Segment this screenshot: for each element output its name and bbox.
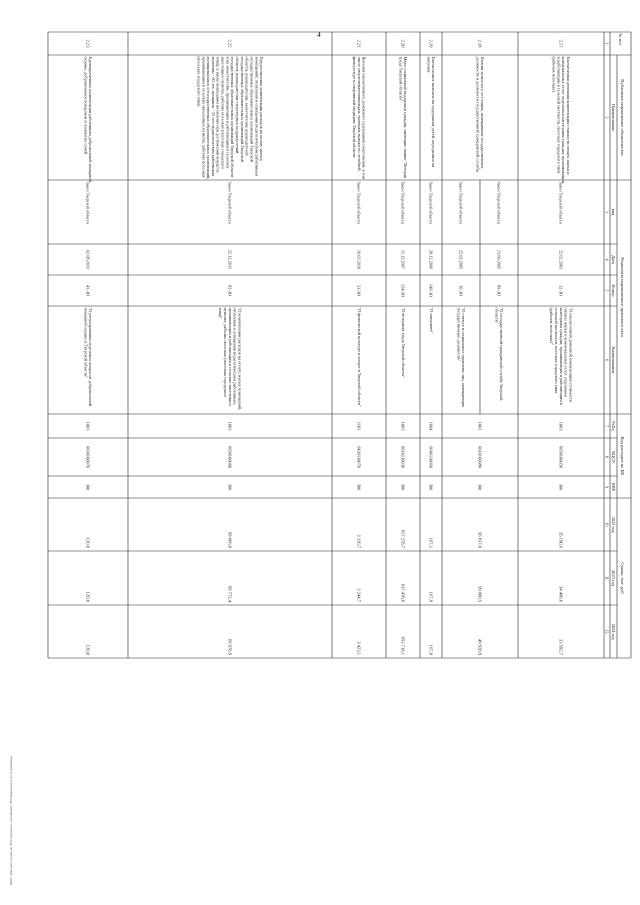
row-kcsr: 6420110070 [356, 446, 362, 468]
row-number: 2.19 [428, 39, 434, 48]
act-type: Закон Тверской области [85, 181, 91, 224]
row-rzpr: 1001 [477, 421, 483, 431]
row-rzpr: 1003 [558, 421, 564, 431]
act-date: 10.03.2010 [356, 249, 362, 270]
act-type: Закон Тверской области [558, 181, 564, 224]
header-npa-date: Дата [611, 255, 616, 264]
row-kcsr: 6610100080 [477, 446, 483, 468]
table-grid [48, 32, 631, 658]
act-date: 11.12.2007 [400, 249, 406, 270]
act-name: "О статусе и социальных гарантиях лиц, замещающихгосударственные должности" [456, 307, 467, 408]
row-kvr: 300 [428, 483, 434, 491]
header-index-4: 4 [604, 258, 610, 261]
act-date: 25.02.2005 [458, 249, 464, 270]
row-sum-2023: 637 478,0 [400, 583, 406, 602]
header-bk-rzpr: РзПр [611, 421, 616, 431]
row-rzpr: 1003 [227, 421, 233, 431]
act-date: 22.02.2005 [558, 249, 564, 270]
act-number: 12-ЗО [558, 285, 564, 296]
footer-note: Файл: Документ подписан ЭП (сведения о сертификате ЭП приведены в листе проверки) [9, 756, 13, 885]
header-index-6: 6 [604, 359, 610, 361]
row-sum-2022: 3 316,7 [356, 534, 362, 548]
row-sum-2024: 49 928,9 [477, 638, 483, 655]
row-sum-2022: 167,1 [428, 537, 434, 548]
row-rzpr: 1103 [356, 421, 362, 431]
row-sum-2024: 3 423,1 [356, 641, 362, 655]
header-sum-group: Сумма, тыс. руб [620, 562, 625, 594]
row-pno-name: Ежемесячная денежная компенсация стоимости оплаты жилья икоммунальных услуг отдельным категориям граждан, проживающими работающим в сельской местности, поселках городского типа(рабочих поселках) [551, 56, 571, 184]
row-sum-2024: 33 592,7 [558, 638, 564, 655]
act-date: 02.08.2011 [85, 249, 91, 270]
row-kcsr: 6640110060 [428, 446, 434, 468]
header-npa-type: вид [611, 208, 616, 216]
row-kvr: 300 [477, 483, 483, 491]
act-date: 21.06.2005 [496, 249, 502, 270]
row-number: 2.23 [85, 39, 91, 48]
act-type: Закон Тверской области [496, 181, 502, 224]
act-name: "О патронате" [428, 307, 434, 334]
header-2024: 2024 год [611, 623, 616, 640]
rotated-table [48, 32, 631, 658]
header-index-11: 11 [604, 576, 610, 580]
header-2023: 2023 год [611, 570, 616, 586]
act-name: "О физической культуре и спорте в Тверской области" [356, 307, 362, 407]
row-sum-2024: 120,0 [85, 644, 91, 655]
header-index-3: 3 [604, 211, 610, 213]
row-rzpr: 1003 [400, 421, 406, 431]
header-bk-kvr: КВР [611, 482, 616, 492]
row-pno-name: Выплата ежемесячного денежного содержания спортсменам, в томчисле спортсменам-инвалидам, тренерам, врачам по лечебнойфизкультуре и спортивной медицине Тверской области [351, 56, 367, 180]
act-type: Закон Тверской области [458, 181, 464, 224]
row-sum-2022: 120,0 [85, 537, 91, 548]
row-kvr: 300 [227, 483, 233, 491]
act-number: 149-ЗО [428, 283, 434, 298]
header-index-1: 1 [604, 42, 610, 45]
act-date: 22.12.2011 [227, 249, 233, 270]
row-kcsr: 6610210030 [400, 446, 406, 468]
row-kvr: 300 [400, 483, 406, 491]
act-date: 28.12.2006 [428, 249, 434, 270]
row-pno-name: Предоставление компенсации расходов на оплату жилыхпомещений, отопления и освещения педагогическим работникамгосударственных образовательных организаций Тверскойобласти, руководителям, заместителям руководителейгосударственных образовательных организаций Тверскойобласти, руководителям структурных подразделенийгосударственных образовательных организаций Тверской областии их заместителям, проживающим и работающим в сельскихнаселенных пунктах, рабочих поселках (поселках городскоготипа), а также вышедшим на пенсию при достижении возраста:мужчины - 60 лет, женщины - 55 лет педагогическим работникаммуниципальных и государственных образовательных организаций,проживающим в сельских населенных пунктах, рабочих поселках(поселках городского типа) [196, 56, 265, 180]
row-sum-2022: 56 817,8 [477, 531, 483, 548]
row-number: 2.18 [477, 39, 483, 48]
row-sum-2023: 120,0 [85, 591, 91, 602]
act-number: 21-ЗО [356, 285, 362, 296]
row-sum-2023: 34 460,0 [558, 585, 564, 602]
header-index-10: 10 [604, 522, 610, 527]
header-index-9: 9 [604, 486, 610, 488]
header-npa-group: Реквизиты нормативного правового акта [620, 257, 625, 337]
row-sum-2023: 3 244,7 [356, 588, 362, 602]
row-rzpr: 1003 [85, 421, 91, 431]
header-index-8: 8 [604, 456, 610, 458]
row-sum-2023: 167,9 [428, 591, 434, 602]
row-kvr: 300 [356, 483, 362, 491]
act-number: 154-ЗО [400, 283, 406, 298]
page-number: 4 [317, 31, 321, 39]
row-pno-name: Ежемесячные выплаты на содержание детей, переданных напатронат [426, 56, 437, 168]
table-cells [82, 34, 625, 656]
row-kcsr: 6630100050 [558, 446, 564, 468]
row-rzpr: 1004 [428, 421, 434, 431]
row-sum-2022: 69 866,0 [227, 531, 233, 548]
header-pno-name: Наименование [611, 103, 616, 132]
act-name: "О ветеранах труда Тверской области" [400, 307, 406, 378]
header-npa-number: Номер [611, 284, 616, 297]
row-sum-2024: 653 718,1 [400, 636, 406, 655]
row-pno-name: Меры социальной поддержки граждан, имеющих звание "Ветерантруда Тверской области" [398, 56, 409, 179]
act-name: "О регулировании отдельных вопросов добровольнойпожарной охраны в Тверской области" [83, 307, 94, 407]
row-number: 2.20 [400, 39, 406, 48]
row-kvr: 300 [558, 483, 564, 491]
row-sum-2023: 69 772,4 [227, 585, 233, 602]
act-type: Закон Тверской области [428, 181, 434, 224]
header-pno-group: Публичное нормативное обязательство [620, 79, 625, 156]
row-number: 2.17 [558, 39, 564, 48]
row-pno-name: Пенсии за выслугу лет лицам, замещавшим государственныедолжности и должности государственной гражданской службы [475, 56, 486, 173]
header-npa-name: Наименование [611, 346, 616, 374]
act-number: 43-ЗО [85, 285, 91, 296]
act-type: Закон Тверской области [227, 181, 233, 224]
header-index-2: 2 [604, 116, 610, 119]
row-number: 2.21 [356, 39, 362, 48]
act-name: "О государственной гражданской службе Тверскойобласти" [494, 307, 505, 401]
row-sum-2023: 59 080,5 [477, 585, 483, 602]
act-number: 89-ЗО [496, 285, 502, 296]
header-index-12: 12 [604, 629, 610, 634]
act-name: "О компенсации расходов на оплату жилых помещений,отопления и освещения педагогическим работникам,проживающим и работающим в сельских населенныхпунктах, рабочих поселках (поселках городскоготипа)" [218, 307, 243, 411]
row-pno-name: Единовременные компенсации работникам добровольной пожарнойохраны, добровольным пожарным и членам их семей [83, 56, 94, 182]
row-sum-2024: 69 678,9 [227, 638, 233, 655]
header-index-5: 5 [604, 289, 610, 292]
act-number: 16-ЗО [458, 285, 464, 296]
row-number: 2.22 [227, 39, 233, 48]
row-kvr: 300 [85, 483, 91, 491]
act-type: Закон Тверской области [400, 181, 406, 224]
header-bk-group: Код расходов по БК [620, 436, 625, 476]
header-bk-kcsr: КЦСР [611, 451, 616, 463]
header-col-no: № п/п [618, 33, 624, 45]
act-name: "О ежемесячной денежной компенсации стоимостиоплаты жилья и коммунальных услуг отдельнымкатегориям граждан, проживающим и работающим всельской местности, поселках городского типа(рабочих поселках)" [549, 307, 574, 405]
row-kcsr: 6630100060 [227, 446, 233, 468]
row-kcsr: 6630100070 [85, 446, 91, 468]
row-sum-2022: 617 278,7 [400, 529, 406, 548]
row-sum-2024: 167,9 [428, 644, 434, 655]
header-index-7: 7 [604, 425, 610, 427]
header-2022: 2022 год [611, 516, 616, 533]
act-type: Закон Тверской области [356, 181, 362, 224]
row-sum-2022: 35 190,6 [558, 531, 564, 548]
act-number: 82-ЗО [227, 285, 233, 296]
